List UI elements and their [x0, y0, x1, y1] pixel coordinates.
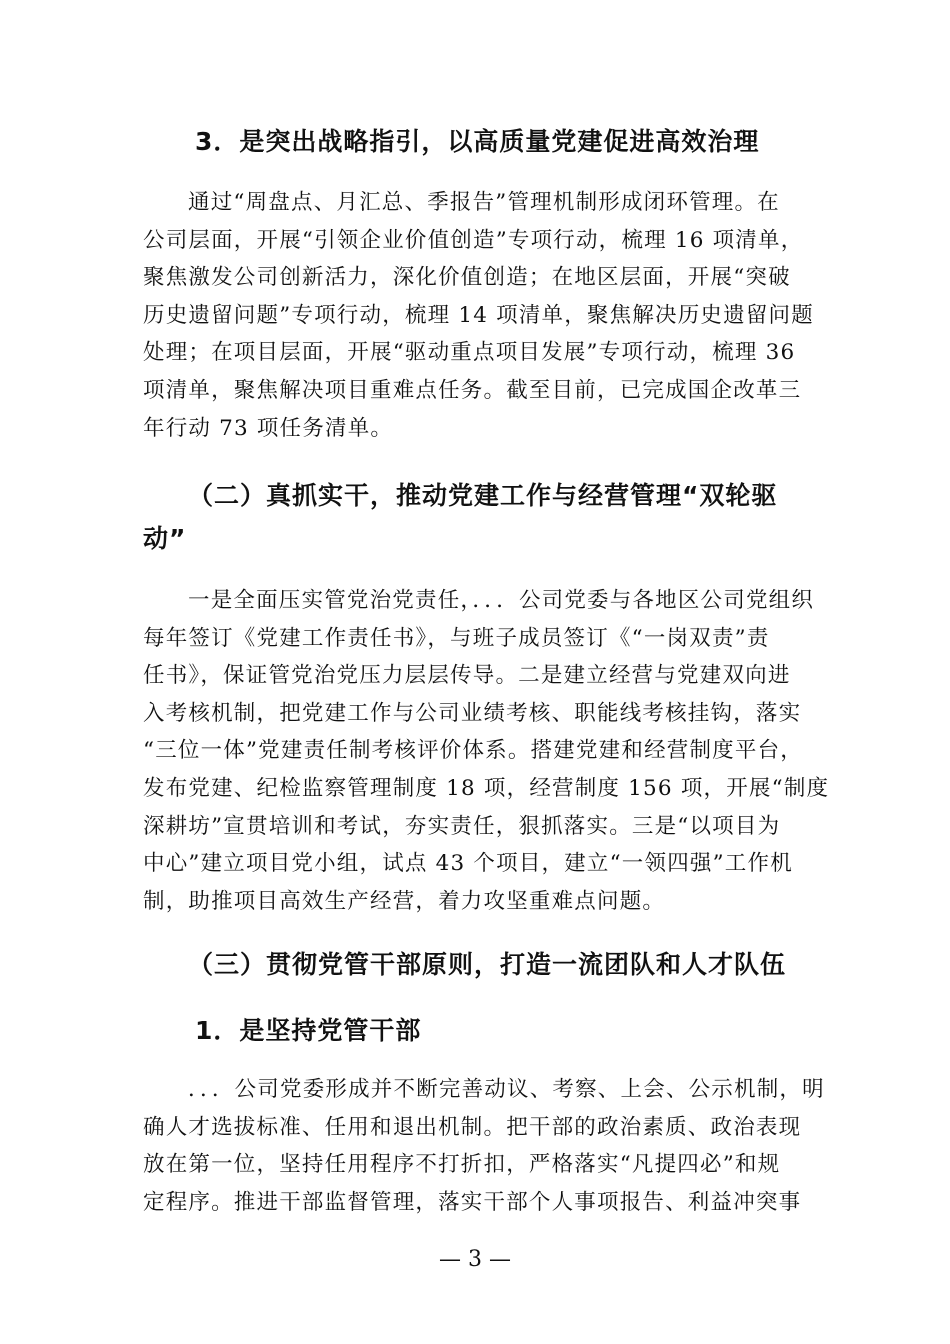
paragraph-line: 一是全面压实管党治党责任，．．．公司党委与各地区公司党组织: [188, 588, 815, 613]
paragraph-line: 定程序。推进干部监督管理，落实干部个人事项报告、利益冲突事: [143, 1189, 802, 1215]
section-heading-er-line1: （二）真抓实干，推动党建工作与经营管理“双轮驱: [188, 481, 778, 510]
paragraph-line: 制，助推项目高效生产经营，着力攻坚重难点问题。: [143, 888, 666, 914]
paragraph-line: 放在第一位，坚持任用程序不打折扣，严格落实“凡提四必”和规: [143, 1152, 781, 1178]
paragraph-line: 确人才选拔标准、任用和退出机制。把干部的政治素质、政治表现: [143, 1114, 802, 1140]
paragraph-line: 通过“周盘点、月汇总、季报告”管理机制形成闭环管理。在: [188, 190, 780, 215]
section-heading-1: 1．是坚持党管干部: [195, 1016, 422, 1045]
paragraph-line: ．．．公司党委形成并不断完善动议、考察、上会、公示机制，明: [188, 1077, 825, 1102]
paragraph-line: 发布党建、纪检监察管理制度 18 项，经营制度 156 项，开展“制度: [143, 775, 830, 801]
paragraph-line: 公司层面，开展“引领企业价值创造”专项行动，梳理 16 项清单，: [143, 227, 804, 253]
paragraph-line: 中心”建立项目党小组，试点 43 个项目，建立“一领四强”工作机: [143, 851, 793, 877]
paragraph-3: [143, 1071, 825, 1221]
paragraph-line: 入考核机制，把党建工作与公司业绩考核、职能线考核挂钩，落实: [143, 700, 802, 726]
paragraph-line: 聚焦激发公司创新活力，深化价值创造；在地区层面，开展“突破: [143, 265, 791, 291]
paragraph-line: 每年签订《党建工作责任书》，与班子成员签订《“一岗双责”责: [143, 625, 770, 651]
paragraph-line: 深耕坊”宣贯培训和考试，夯实责任，狠抓落实。三是“以项目为: [143, 813, 781, 839]
section-heading-san: （三）贯彻党管干部原则，打造一流团队和人才队伍: [188, 950, 787, 979]
paragraph-line: “三位一体”党建责任制考核评价体系。搭建党建和经营制度平台，: [143, 738, 803, 764]
paragraph-line: 任书》，保证管党治党压力层层传导。二是建立经营与党建双向进: [143, 663, 791, 689]
paragraph-line: 项清单，聚焦解决项目重难点任务。截至目前，已完成国企改革三: [143, 377, 802, 403]
section-heading-3: 3．是突出战略指引，以高质量党建促进高效治理: [195, 127, 760, 156]
paragraph-line: 处理；在项目层面，开展“驱动重点项目发展”专项行动，梳理 36: [143, 340, 796, 366]
paragraph-1: [143, 184, 813, 447]
paragraph-2: [143, 582, 830, 920]
paragraph-line: 历史遗留问题”专项行动，梳理 14 项清单，聚焦解决历史遗留问题: [143, 302, 814, 328]
paragraph-line: 年行动 73 项任务清单。: [143, 415, 394, 441]
section-heading-er-line2: 动”: [143, 524, 187, 553]
page-number: — 3 —: [439, 1247, 511, 1272]
